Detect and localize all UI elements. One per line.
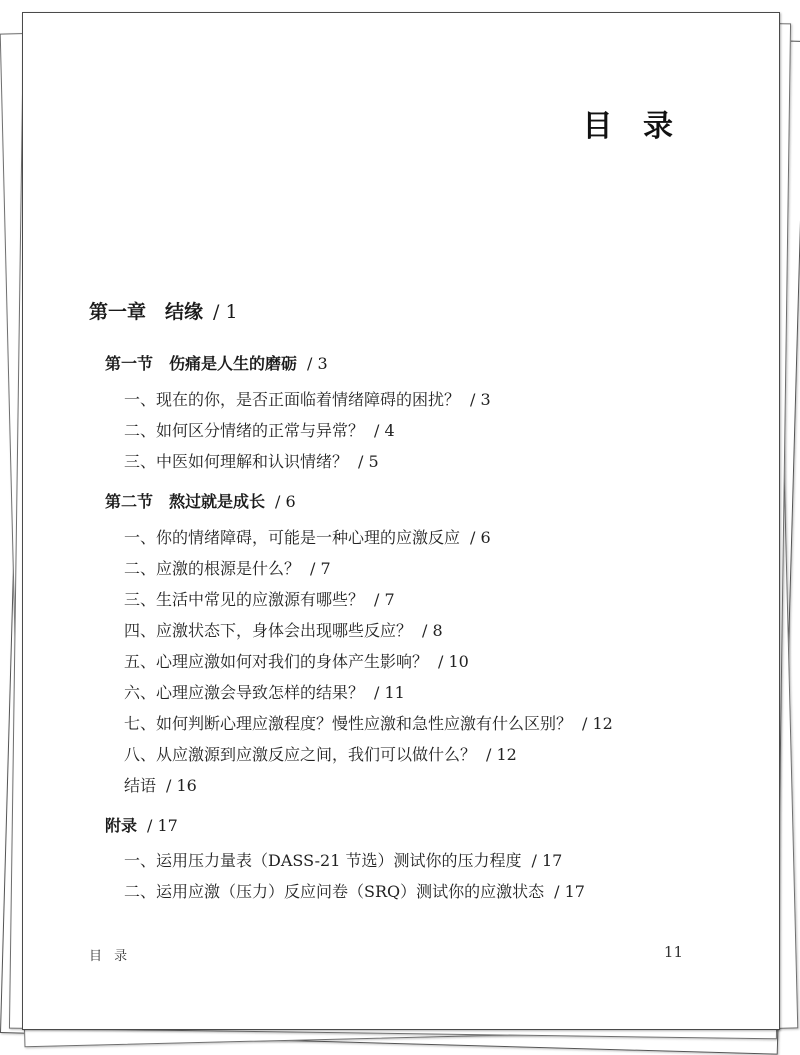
item-text: 结语 xyxy=(124,776,157,795)
item-text: 一、你的情绪障碍，可能是一种心理的应激反应 xyxy=(124,528,461,547)
item-text: 八、从应激源到应激反应之间，我们可以做什么？ xyxy=(124,745,477,764)
section-page: / 17 xyxy=(147,816,178,835)
item-page: / 4 xyxy=(374,421,395,440)
section-label: 第二节 熬过就是成长 xyxy=(105,492,266,511)
toc-section[interactable] xyxy=(105,489,296,512)
toc-item[interactable] xyxy=(124,618,443,641)
toc-page xyxy=(22,12,780,1030)
toc-item[interactable] xyxy=(124,742,517,765)
toc-section[interactable] xyxy=(105,351,328,374)
item-page: / 12 xyxy=(582,714,613,733)
page-title: 目 录 xyxy=(582,109,683,144)
toc-item[interactable] xyxy=(124,449,379,472)
toc-section[interactable] xyxy=(105,813,178,836)
toc-item[interactable] xyxy=(124,711,613,734)
item-page: / 5 xyxy=(358,452,379,471)
item-text: 五、心理应激如何对我们的身体产生影响？ xyxy=(124,652,429,671)
item-text: 二、应激的根源是什么？ xyxy=(124,559,301,578)
item-text: 一、现在的你，是否正面临着情绪障碍的困扰？ xyxy=(124,390,461,409)
item-text: 二、如何区分情绪的正常与异常？ xyxy=(124,421,365,440)
item-page: / 17 xyxy=(554,882,585,901)
item-text: 七、如何判断心理应激程度？慢性应激和急性应激有什么区别？ xyxy=(124,714,573,733)
toc-item[interactable] xyxy=(124,556,331,579)
item-page: / 10 xyxy=(438,652,469,671)
item-page: / 11 xyxy=(374,683,405,702)
item-page: / 6 xyxy=(470,528,491,547)
section-page: / 3 xyxy=(307,354,328,373)
toc-item[interactable] xyxy=(124,773,197,796)
toc-item[interactable] xyxy=(124,680,405,703)
item-text: 二、运用应激（压力）反应问卷（SRQ）测试你的应激状态 xyxy=(124,882,545,901)
section-page: / 6 xyxy=(275,492,296,511)
toc-item[interactable] xyxy=(124,525,491,548)
item-page: / 16 xyxy=(166,776,197,795)
chapter-label: 第一章 结缘 xyxy=(89,301,204,323)
item-page: / 8 xyxy=(422,621,443,640)
item-page: / 17 xyxy=(531,851,563,870)
item-page: / 7 xyxy=(374,590,395,609)
chapter-page: / 1 xyxy=(213,301,238,323)
toc-item[interactable] xyxy=(124,587,395,610)
running-footer: 目 录 xyxy=(89,949,132,964)
toc-item[interactable] xyxy=(124,649,469,672)
item-text: 三、中医如何理解和认识情绪？ xyxy=(124,452,349,471)
item-text: 四、应激状态下，身体会出现哪些反应？ xyxy=(124,621,413,640)
toc-item[interactable] xyxy=(124,848,562,871)
item-page: / 12 xyxy=(486,745,517,764)
section-label: 附录 xyxy=(105,816,138,835)
item-text: 六、心理应激会导致怎样的结果？ xyxy=(124,683,365,702)
item-text: 三、生活中常见的应激源有哪些？ xyxy=(124,590,365,609)
toc-item[interactable] xyxy=(124,879,585,902)
item-page: / 7 xyxy=(310,559,331,578)
item-page: / 3 xyxy=(470,390,491,409)
page-number: 11 xyxy=(663,943,683,961)
section-label: 第一节 伤痛是人生的磨砺 xyxy=(105,354,298,373)
toc-chapter[interactable] xyxy=(89,297,238,324)
item-text: 一、运用压力量表（DASS-21 节选）测试你的压力程度 xyxy=(124,851,522,870)
toc-item[interactable] xyxy=(124,387,491,410)
toc-item[interactable] xyxy=(124,418,395,441)
